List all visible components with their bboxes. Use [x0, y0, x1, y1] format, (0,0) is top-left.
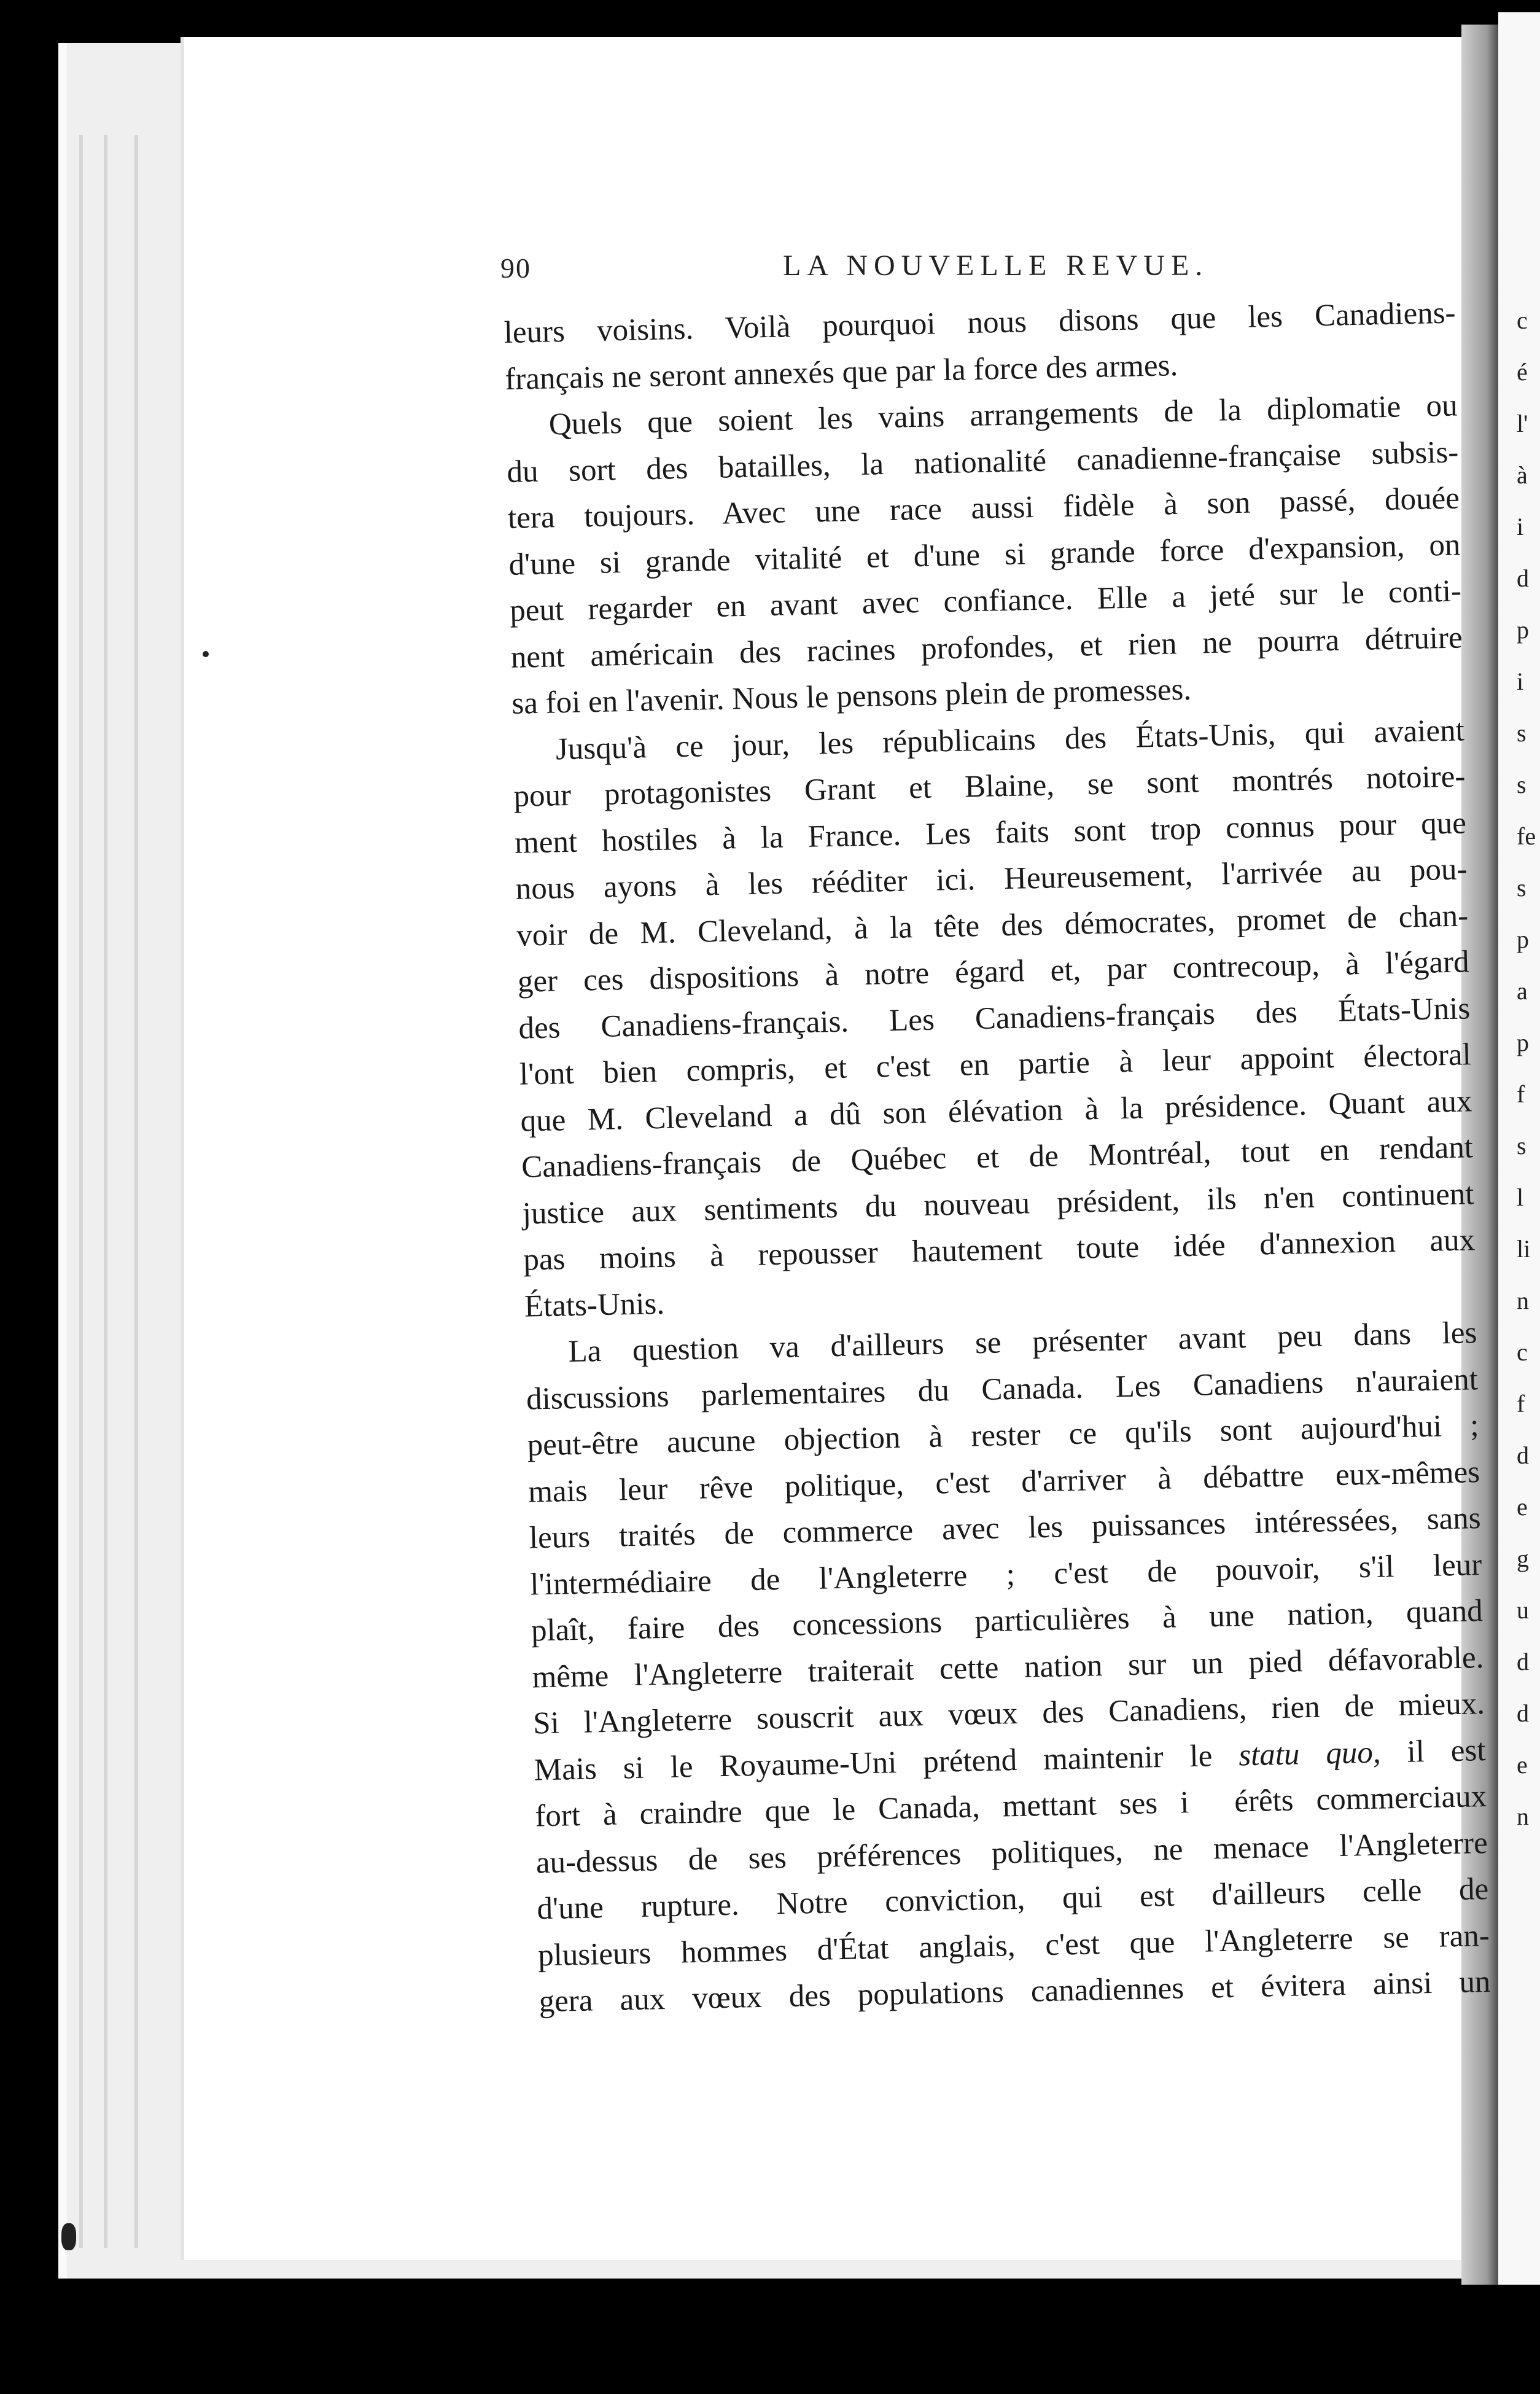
text-line: Jusqu'à ce jour, les républicains des États-Unis, qui avaient [555, 712, 1465, 766]
facing-page-fragment: s [1517, 771, 1526, 798]
text-line: leurs traités de commerce avec les puissances intéressées, sans [529, 1501, 1482, 1556]
text-line: peut-être aucune objection à rester ce qu'ils sont aujourd'hui ; [527, 1408, 1479, 1463]
page-edge-line [79, 135, 83, 2248]
text-segment: Mais si le Royaume-Uni prétend maintenir le [534, 1738, 1213, 1787]
text-line: Quels que soient les vains arrangements de la diplomatie ou [548, 388, 1458, 442]
text-line: justice aux sentiments du nouveau président, ils n'en continuent [522, 1176, 1475, 1231]
text-line: nent américain des racines profondes, et rien ne pourra détruire [510, 620, 1463, 675]
facing-page-fragment: a [1517, 977, 1528, 1005]
text-line: tera toujours. Avec une race aussi fidèle à son passé, douée [507, 481, 1460, 536]
facing-page-fragment: c [1517, 306, 1528, 334]
text-line: pour protagonistes Grant et Blaine, se sont montrés notoire- [513, 759, 1466, 814]
text-line: français ne seront annexés que par la force des armes. [504, 348, 1178, 397]
facing-page-fragment: p [1517, 616, 1529, 644]
text-line: que M. Cleveland a dû son élévation à la présidence. Quant aux [520, 1083, 1472, 1139]
facing-page-fragment: à [1517, 461, 1528, 489]
running-head-title: LA NOUVELLE REVUE. [783, 249, 1209, 282]
text-line: discussions parlementaires du Canada. Les Canadiens n'auraient [526, 1362, 1479, 1417]
facing-page-fragment: fe [1517, 822, 1536, 850]
facing-page-fragment: f [1517, 1080, 1525, 1108]
text-segment: il est [1406, 1733, 1487, 1769]
text-line: ger ces dispositions à notre égard et, par contrecoup, à l'égard [517, 945, 1470, 999]
text-line: d'une si grande vitalité et d'une si grande force d'expansion, on [508, 527, 1461, 582]
speck-mark [203, 651, 209, 657]
text-line: d'une rupture. Notre conviction, qui est d'ailleurs celle de [536, 1871, 1489, 1927]
text-line: du sort des batailles, la nationalité canadienne-française subsis- [506, 434, 1459, 489]
facing-page-fragment: d [1517, 1648, 1529, 1675]
facing-page-fragment: é [1517, 358, 1528, 386]
facing-page-fragment: s [1517, 1132, 1526, 1160]
text-segment: érêts commerciaux [1234, 1779, 1487, 1819]
facing-page-fragment: n [1517, 1287, 1529, 1314]
facing-page-fragment: s [1517, 719, 1526, 747]
page-number: 90 [500, 252, 531, 284]
text-line: au-dessus de ses préférences politiques, ne menace l'Angleterre [535, 1825, 1488, 1880]
text-line: Canadiens-français de Québec et de Montréal, tout en rendant [521, 1130, 1474, 1185]
facing-page-fragment: e [1517, 1493, 1528, 1521]
facing-page-fragment: p [1517, 1029, 1529, 1056]
facing-page-fragment: d [1517, 1699, 1529, 1727]
facing-page-fragment: u [1517, 1596, 1529, 1624]
facing-page-fragment: l' [1517, 410, 1528, 437]
facing-page-fragment: d [1517, 1441, 1529, 1469]
body-text [504, 290, 1491, 2026]
text-line: gera aux vœux des populations canadiennes et évitera ainsi un [539, 1964, 1491, 2019]
facing-page-fragment: l [1517, 1183, 1524, 1211]
text-line: leurs voisins. Voilà pourquoi nous disons que les Canadiens- [504, 295, 1456, 350]
text-line: ment hostiles à la France. Les faits sont trop connus pour que [514, 805, 1467, 860]
facing-page-fragment: c [1517, 1338, 1528, 1366]
page-edge-line [134, 135, 138, 2248]
speck-mark [61, 2223, 76, 2250]
text-line: Si l'Angleterre souscrit aux vœux des Canadiens, rien de mieux. [532, 1686, 1485, 1741]
text-line: États-Unis. [524, 1286, 665, 1324]
facing-page-fragment: g [1517, 1545, 1529, 1572]
facing-page-fragment: d [1517, 564, 1529, 592]
text-line: La question va d'ailleurs se présenter avant peu dans les [567, 1316, 1477, 1370]
text-line: mais leur rêve politique, c'est d'arriver à débattre eux-mêmes [527, 1454, 1480, 1510]
facing-page-fragments [1517, 295, 1540, 1842]
facing-page-fragment: i [1517, 513, 1524, 540]
text-line: nous ayons à les rééditer ici. Heureusement, l'arrivée au pou- [515, 852, 1468, 907]
page-edge-line [104, 135, 107, 2248]
text-line: peut regarder en avant avec confiance. Elle a jeté sur le conti- [509, 574, 1462, 628]
text-line: l'ont bien compris, et c'est en partie à leur appoint électoral [519, 1037, 1472, 1092]
text-line: voir de M. Cleveland, à la tête des démocrates, promet de chan- [516, 898, 1469, 953]
facing-page-fragment: s [1517, 874, 1526, 902]
text-line: des Canadiens-français. Les Canadiens-français des États-Unis [518, 991, 1471, 1046]
text-line: plusieurs hommes d'État anglais, c'est que l'Angleterre se ran- [537, 1918, 1490, 1973]
text-line: l'intermédiaire de l'Angleterre ; c'est de pouvoir, s'il leur [529, 1547, 1482, 1602]
text-segment: fort à craindre que le Canada, mettant ses i [534, 1785, 1189, 1834]
facing-page-fragment: li [1517, 1235, 1531, 1263]
italic-phrase: statu quo, [1238, 1735, 1382, 1772]
text-line: sa foi en l'avenir. Nous le pensons plein de promesses. [511, 672, 1192, 721]
facing-page-fragment: e [1517, 1751, 1528, 1779]
text-line: même l'Angleterre traiterait cette nation sur un pied défavorable. [532, 1640, 1484, 1695]
text-line: pas moins à repousser hautement toute idée d'annexion aux [523, 1223, 1476, 1277]
facing-page-fragment: p [1517, 926, 1529, 953]
text-line: plaît, faire des concessions particulières à une nation, quand [531, 1594, 1484, 1648]
facing-page-fragment: i [1517, 668, 1524, 695]
facing-page-fragment: f [1517, 1390, 1525, 1417]
facing-page-fragment: n [1517, 1803, 1529, 1830]
